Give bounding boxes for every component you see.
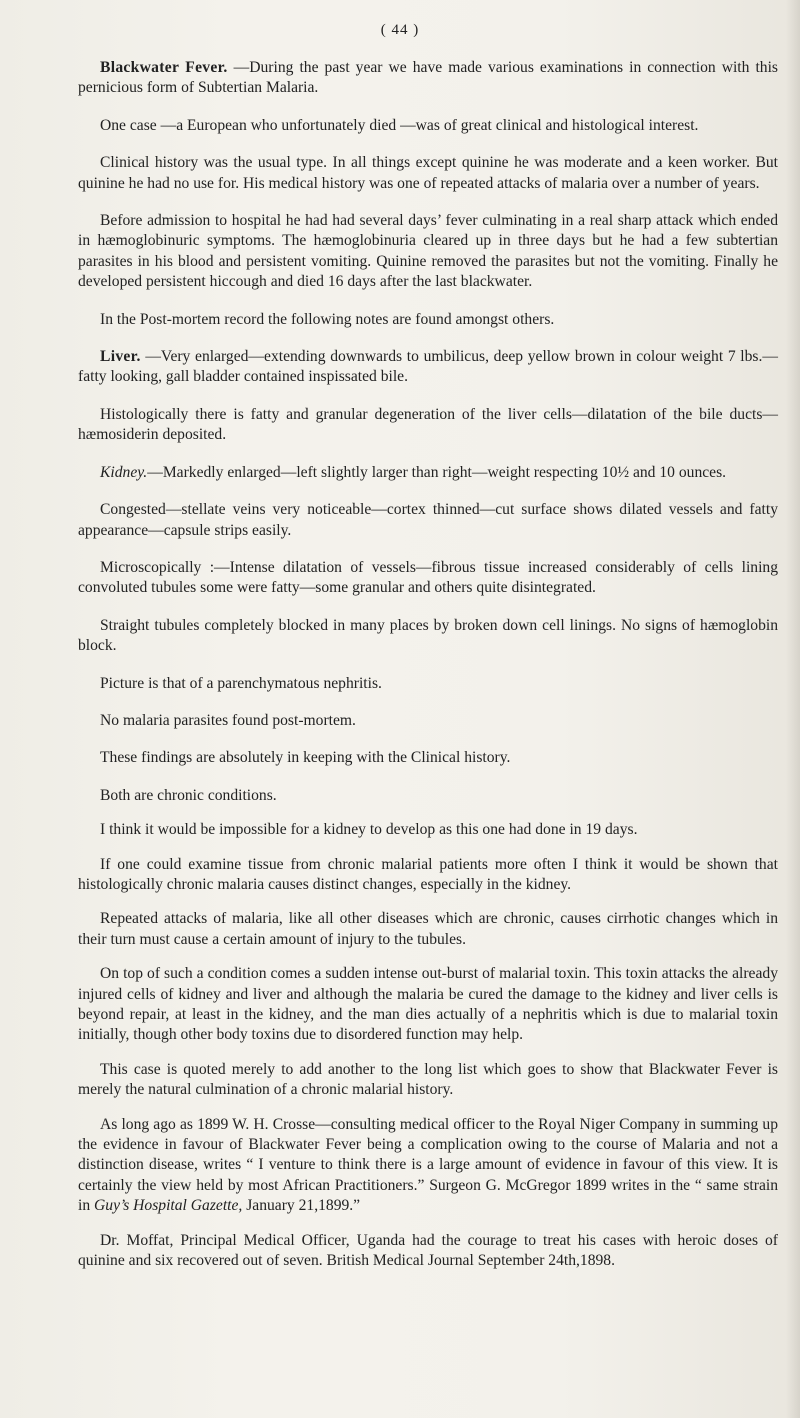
paragraph: Histologically there is fatty and granular degeneration of the liver cells—dilatation of the bile ducts—hæmosiderin deposited.: [78, 405, 778, 444]
paragraph: This case is quoted merely to add another to the long list which goes to show that Blackwater Fever is merely the natural culmination of a chronic malarial history.: [78, 1060, 778, 1099]
section-heading-blackwater: Blackwater Fever.: [100, 59, 228, 76]
paragraph-blackwater-intro: [78, 58, 778, 99]
paragraph: On top of such a condition comes a sudden intense out-burst of malarial toxin. This toxin attacks the already injured cells of kidney and liver and although the malaria be cured the damage to the kidney and liver cells is beyond repair, at least in the kidney, and the man dies actually of a nephritis which is due to malarial toxin initially, though other body toxins due to disordered function may help.: [78, 965, 778, 1044]
paragraph: If one could examine tissue from chronic malarial patients more often I think it would be shown that histologically chronic malaria causes distinct changes, especially in the kidney.: [78, 855, 778, 893]
paragraph: Picture is that of a parenchymatous nephritis.: [100, 674, 382, 692]
paragraph-text: —During the past year we have made various examinations in connection with this pernicious form of Subtertian Malaria.: [78, 59, 778, 97]
paragraph: Both are chronic conditions.: [100, 786, 277, 804]
paragraph: Dr. Moffat, Principal Medical Officer, Uganda had the courage to treat his cases with heroic doses of quinine and six recovered out of seven. British Medical Journal September 24th,1898.: [78, 1231, 778, 1270]
paragraph: Congested—stellate veins very noticeable—cortex thinned—cut surface shows dilated vessels and fatty appearance—capsule strips easily.: [78, 501, 778, 539]
section-heading-liver: Liver.: [100, 348, 141, 366]
paragraph: Microscopically :—Intense dilatation of vessels—fibrous tissue increased considerably of cells lining convoluted tubules some were fatty—some granular and others quite disintegrated.: [78, 558, 778, 597]
paragraph: In the Post-mortem record the following notes are found amongst others.: [100, 310, 555, 328]
paragraph-text-tail: January 21,1899.”: [242, 1197, 361, 1215]
paragraph: No malaria parasites found post-mortem.: [100, 711, 356, 729]
section-heading-kidney: Kidney.: [100, 463, 148, 481]
paragraph-liver: [78, 347, 778, 388]
paragraph: Repeated attacks of malaria, like all other diseases which are chronic, causes cirrhotic changes which in their turn must cause a certain amount of injury to the tubules.: [78, 910, 778, 948]
paragraph-text: As long ago as 1899 W. H. Crosse—consulting medical officer to the Royal Niger Company in summing up the evidence in favour of Blackwater Fever being a complication owing to the course of Malaria and not a distinction disease, writes “ I venture to think there is a large amount of evidence in favour of this view. It is certainly the view held by most African Practitioners.” Surgeon G. McGregor 1899 writes in the “ same strain in: [78, 1115, 778, 1215]
paragraph-text: —Very enlarged—extending downwards to umbilicus, deep yellow brown in colour weight 7 lbs.—fatty looking, gall bladder contained inspissated bile.: [78, 348, 778, 386]
page-number: ( 44 ): [380, 22, 420, 38]
paragraph: One case —a European who unfortunately died —was of great clinical and histological interest.: [100, 116, 699, 134]
journal-title: Guy’s Hospital Gazette,: [94, 1197, 243, 1215]
paragraph-text: —Markedly enlarged—left slightly larger than right—weight respecting 10½ and 10 ounces.: [147, 463, 727, 481]
paragraph: These findings are absolutely in keeping with the Clinical history.: [100, 749, 511, 767]
paragraph-kidney: [78, 463, 778, 483]
paragraph: Before admission to hospital he had had several days’ fever culminating in a real sharp attack which ended in hæmoglobinuric symptoms. The hæmoglobinuria cleared up in three days but he had a few subtertian parasites in his blood and persistent vomiting. Quinine removed the parasites but not the vomiting. Finally he developed persistent hiccough and died 16 days after the last blackwater.: [78, 212, 778, 291]
paragraph-crosse-quote: [78, 1115, 778, 1217]
page-edge-shadow: [786, 0, 800, 1418]
paragraph: Straight tubules completely blocked in many places by broken down cell linings. No signs of hæmoglobin block.: [78, 616, 778, 655]
document-body: [78, 58, 778, 1285]
paragraph: I think it would be impossible for a kidney to develop as this one had done in 19 days.: [100, 821, 638, 839]
paragraph: Clinical history was the usual type. In all things except quinine he was moderate and a keen worker. But quinine he had no use for. His medical history was one of repeated attacks of malaria over a number of years.: [78, 154, 778, 192]
